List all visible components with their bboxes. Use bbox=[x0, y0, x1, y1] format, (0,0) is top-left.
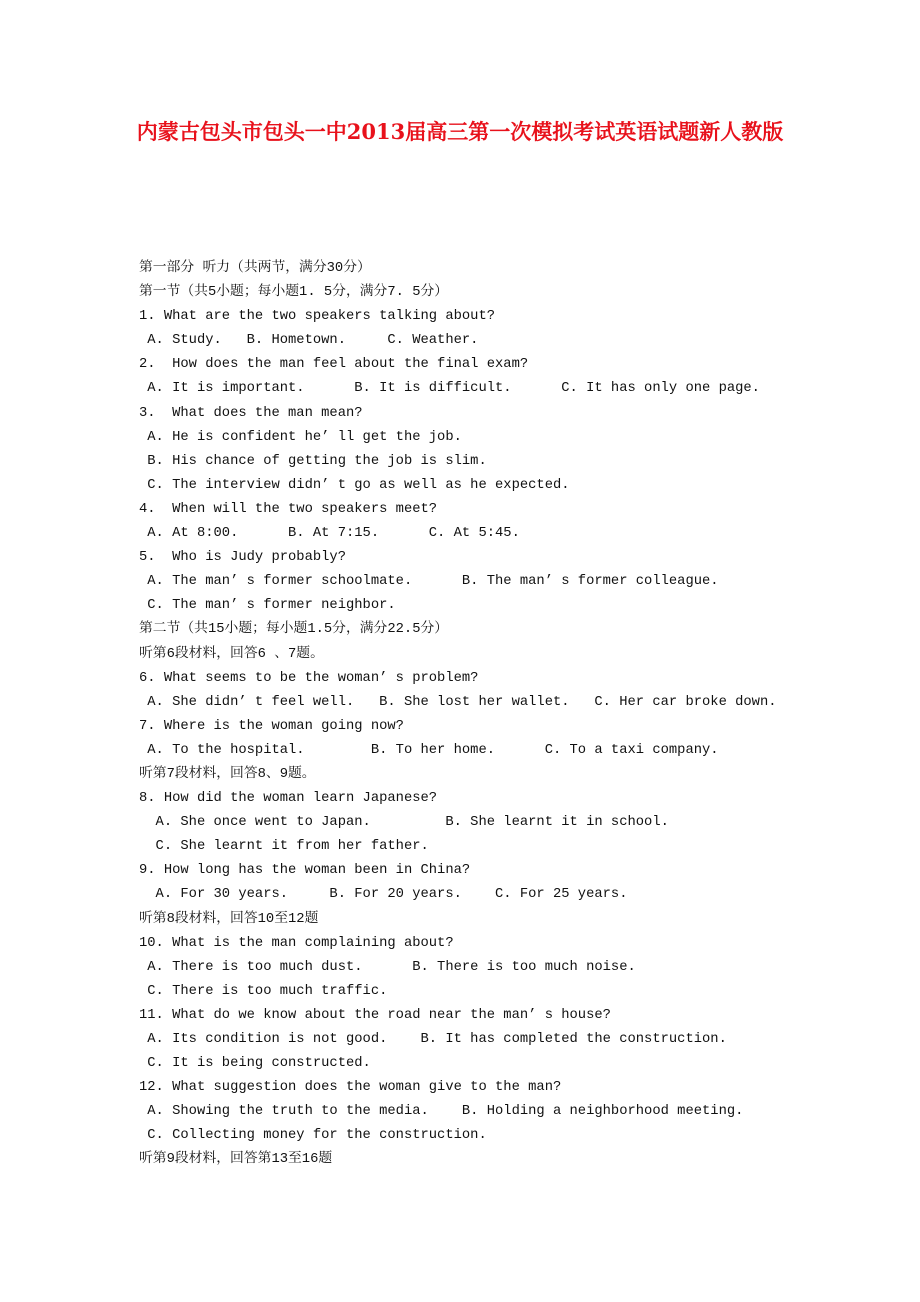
text-line: C. It is being constructed. bbox=[139, 1056, 371, 1072]
text-line: 第一节（共5小题；每小题1. 5分，满分7. 5分） bbox=[139, 285, 449, 301]
text-line: 11. What do we know about the road near the man’ s house? bbox=[139, 1007, 611, 1023]
text-line: 12. What suggestion does the woman give to the man? bbox=[139, 1080, 562, 1096]
text-line: A. Study. B. Hometown. C. Weather. bbox=[139, 333, 479, 349]
text-line: 5. Who is Judy probably? bbox=[139, 550, 346, 566]
text-line: A. Its condition is not good. B. It has completed the construction. bbox=[139, 1032, 727, 1047]
text-line: A. The man’ s former schoolmate. B. The man’ s former colleague. bbox=[139, 574, 719, 590]
text-line: A. To the hospital. B. To her home. C. To a taxi company. bbox=[139, 742, 719, 758]
text-line: C. The man’ s former neighbor. bbox=[139, 598, 396, 614]
text-line: B. His chance of getting the job is slim. bbox=[139, 453, 487, 469]
text-line: C. Collecting money for the construction. bbox=[139, 1128, 487, 1144]
text-line: 6. What seems to be the woman’ s problem? bbox=[139, 670, 479, 686]
text-line: A. She didn’ t feel well. B. She lost her wallet. C. Her car broke down. bbox=[139, 694, 777, 710]
document-title: 内蒙古包头市包头一中2013届高三第一次模拟考试英语试题新人教版 bbox=[136, 119, 784, 144]
text-line: 听第8段材料，回答10至12题 bbox=[139, 911, 319, 927]
text-line: 听第7段材料，回答8、9题。 bbox=[139, 766, 316, 782]
text-line: A. He is confident he’ ll get the job. bbox=[139, 429, 462, 445]
text-line: C. The interview didn’ t go as well as he expected. bbox=[139, 477, 570, 493]
text-line: A. She once went to Japan. B. She learnt it in school. bbox=[139, 815, 669, 831]
text-line: A. There is too much dust. B. There is too much noise. bbox=[139, 959, 636, 975]
text-line: A. It is important. B. It is difficult. C. It has only one page. bbox=[139, 381, 760, 397]
text-line: A. Showing the truth to the media. B. Holding a neighborhood meeting. bbox=[139, 1104, 744, 1120]
text-line: 第一部分 听力（共两节，满分30分） bbox=[139, 261, 371, 276]
text-line: C. There is too much traffic. bbox=[139, 983, 388, 999]
text-line: 4. When will the two speakers meet? bbox=[139, 501, 438, 517]
text-line: C. She learnt it from her father. bbox=[139, 839, 429, 855]
text-line: 2. How does the man feel about the final exam? bbox=[139, 357, 529, 373]
text-line: A. For 30 years. B. For 20 years. C. For 25 years. bbox=[139, 887, 628, 903]
text-line: 8. How did the woman learn Japanese? bbox=[139, 791, 438, 807]
text-line: 听第6段材料，回答6 、7题。 bbox=[139, 646, 324, 662]
text-line: 9. How long has the woman been in China? bbox=[139, 863, 471, 879]
text-line: 7. Where is the woman going now? bbox=[139, 718, 404, 734]
text-line: 10. What is the man complaining about? bbox=[139, 935, 454, 951]
text-line: 听第9段材料，回答第13至16题 bbox=[139, 1152, 333, 1168]
text-line: 第二节（共15小题；每小题1.5分，满分22.5分） bbox=[139, 622, 449, 638]
text-line: 3. What does the man mean? bbox=[139, 405, 363, 421]
document-body bbox=[139, 257, 839, 1173]
text-line: 1. What are the two speakers talking about? bbox=[139, 309, 496, 325]
text-line: A. At 8:00. B. At 7:15. C. At 5:45. bbox=[139, 526, 520, 542]
